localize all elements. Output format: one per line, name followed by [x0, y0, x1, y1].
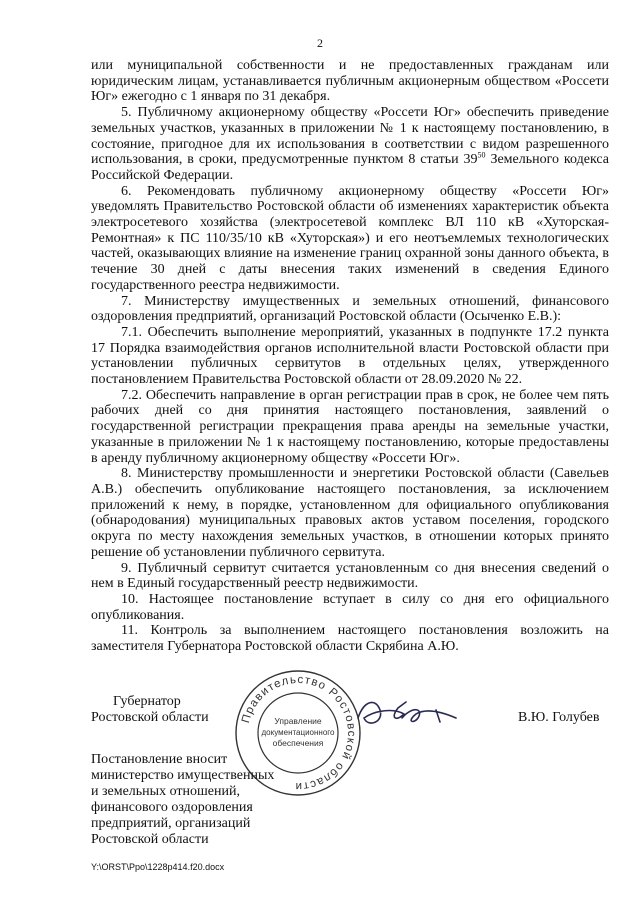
paragraph-7-2: 7.2. Обеспечить направление в орган регистрации прав в срок, не более чем пять рабочих дней со дня принятия настоящего постановления, заявлений о государственной регистрации прекращения права аренды на земельные участки, указанные в приложении № 1 к настоящему постановлению, которые предоставлены в аренду публичному акционерному обществу «Россети Юг». [91, 387, 609, 466]
submitter-note-line: министерство имущественных [91, 768, 275, 783]
submitter-note-line: финансового оздоровления [91, 800, 253, 815]
submitter-note-line: Ростовской области [91, 832, 209, 847]
signer-name: В.Ю. Голубев [518, 710, 600, 725]
seal-inner-line-1: Управление [274, 716, 322, 726]
article-superscript: 50 [477, 150, 486, 160]
submitter-note-line: Постановление вносит [91, 752, 228, 767]
seal-inner-line-2: документационного [261, 728, 335, 737]
handwritten-signature-icon [346, 688, 486, 738]
paragraph-7: 7. Министерству имущественных и земельных отношений, финансового оздоровления предприятий, организаций Ростовской области (Осыченко Е.В.): [91, 293, 609, 325]
paragraph-5 [91, 105, 609, 184]
submitter-note-line: и земельных отношений, [91, 784, 240, 799]
paragraph-8: 8. Министерству промышленности и энергетики Ростовской области (Савельев А.В.) обеспечить опубликование настоящего постановления, за исключением приложений к нему, в порядке, установленном для официального опубликования (обнародования) муниципальных правовых актов уставом поселения, городского округа по месту нахождения земельных участков, в отношении которых принято решение об установлении публичного сервитута. [91, 466, 609, 560]
seal-inner-line-3: обеспечения [272, 738, 324, 748]
paragraph-11: 11. Контроль за выполнением настоящего постановления возложить на заместителя Губернатора Ростовской области Скрябина А.Ю. [91, 623, 609, 655]
signatory-region: Ростовской области [91, 710, 209, 725]
paragraph-6: 6. Рекомендовать публичному акционерному обществу «Россети Юг» уведомлять Правительство Ростовской области об изменениях характеристик объекта электросетевого хозяйства (электросетевой комплекс ВЛ 110 кВ «Хуторская-Ремонтная» к ПС 110/35/10 кВ «Хуторская») и его неотъемлемых технологических частей, оказывающих влияние на изменение границ охранной зоны данного объекта, в течение 30 дней с даты внесения таких изменений в сведения Единого государственного реестра недвижимости. [91, 183, 609, 293]
paragraph-10: 10. Настоящее постановление вступает в силу со дня его официального опубликования. [91, 591, 609, 623]
signatory-title: Губернатор [113, 694, 181, 709]
file-path: Y:\ORST\Ppo\1228p414.f20.docx [91, 862, 225, 872]
paragraph-continuation: или муниципальной собственности и не предоставленных гражданам или юридическим лицам, устанавливается публичным акционерным обществом «Россети Юг» ежегодно с 1 января по 31 декабря. [91, 58, 609, 105]
submitter-note [91, 752, 291, 848]
paragraph-7-1: 7.1. Обеспечить выполнение мероприятий, указанных в подпункте 17.2 пункта 17 Порядка взаимодействия органов исполнительной власти Ростовской области при установлении публичных сервитутов в отдельных целях, утвержденного постановлением Правительства Ростовской области от 28.09.2020 № 22. [91, 324, 609, 388]
paragraph-9: 9. Публичный сервитут считается установленным со дня внесения сведений о нем в Единый государственный реестр недвижимости. [91, 560, 609, 592]
document-body [91, 58, 609, 655]
seal-ring-text: Правительство Ростовской области [240, 673, 358, 793]
submitter-note-line: предприятий, организаций [91, 816, 251, 831]
paragraph-5-tail: Земельного кодекса Российской Федерации. [91, 152, 609, 183]
paragraph-5-text: 5. Публичному акционерному обществу «Россети Юг» обеспечить приведение земельных участков, указанных в приложении № 1 к настоящему постановлению, в состояние, пригодное для их использования в соответствии с видом разрешенного использования, в сроки, предусмотренные пунктом 8 статьи 39 [91, 105, 609, 168]
page-number: 2 [317, 36, 323, 50]
